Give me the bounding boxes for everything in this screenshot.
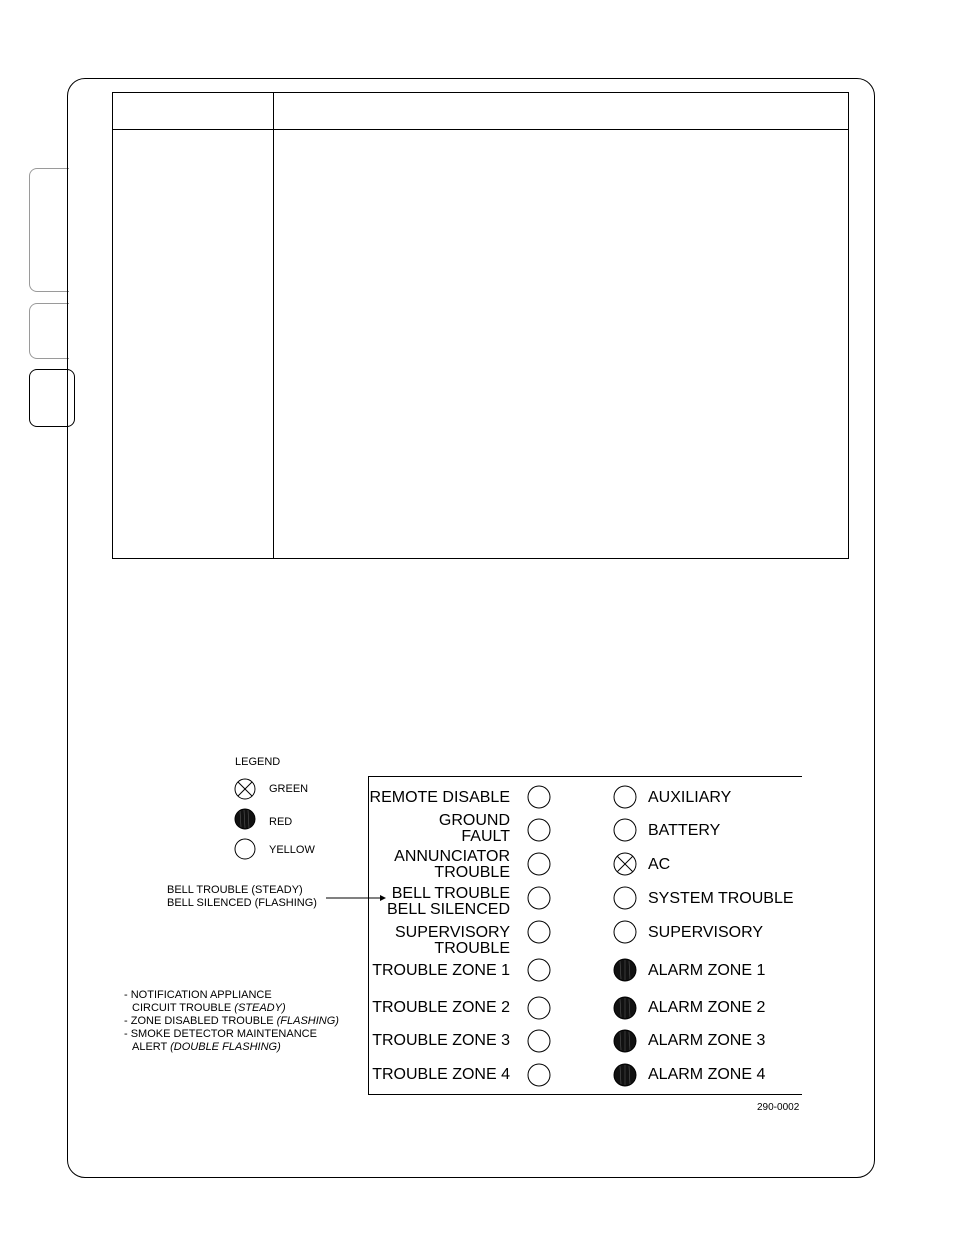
label-trouble-zone-3: TROUBLE ZONE 3	[372, 1032, 510, 1049]
legend-label-green: GREEN	[269, 783, 309, 795]
led-auxiliary	[613, 785, 637, 809]
label-alarm-zone-2: ALARM ZONE 2	[648, 999, 766, 1016]
table-column-divider	[273, 93, 274, 558]
zone-notes	[124, 989, 339, 1054]
bell-callout-line1: BELL TROUBLE (STEADY)	[167, 884, 303, 896]
led-trouble-zone-2	[527, 996, 551, 1020]
led-bell-trouble	[527, 886, 551, 910]
label-annunciator-trouble: ANNUNCIATOR TROUBLE	[394, 848, 510, 881]
led-annunciator-trouble	[527, 852, 551, 876]
led-supervisory-trouble	[527, 920, 551, 944]
led-ground-fault	[527, 818, 551, 842]
page-tab-2[interactable]	[29, 303, 69, 359]
label-battery: BATTERY	[648, 822, 721, 839]
led-remote-disable	[527, 785, 551, 809]
figure-id: 290-0002	[757, 1102, 800, 1113]
label-remote-disable: REMOTE DISABLE	[369, 789, 510, 806]
bell-callout-line2: BELL SILENCED (FLASHING)	[167, 897, 317, 909]
label-alarm-zone-4: ALARM ZONE 4	[648, 1066, 766, 1083]
label-bell-trouble: BELL TROUBLE BELL SILENCED	[386, 885, 510, 918]
led-trouble-zone-4	[527, 1063, 551, 1087]
led-trouble-zone-3	[527, 1029, 551, 1053]
led-alarm-zone-1	[613, 958, 637, 982]
info-table	[112, 92, 849, 559]
led-alarm-zone-3	[613, 1029, 637, 1053]
table-header-divider	[113, 129, 848, 130]
note-line: ALERT (DOUBLE FLASHING)	[132, 1041, 281, 1053]
label-ac: AC	[648, 856, 671, 873]
led-alarm-zone-2	[613, 996, 637, 1020]
legend-label-red: RED	[269, 816, 293, 828]
label-trouble-zone-1: TROUBLE ZONE 1	[372, 962, 510, 979]
label-auxiliary: AUXILIARY	[648, 789, 732, 806]
green-crossed-circle-icon	[234, 778, 256, 800]
note-line: - NOTIFICATION APPLIANCE	[124, 989, 272, 1001]
note-line: CIRCUIT TROUBLE (STEADY)	[132, 1002, 286, 1014]
led-supervisory	[613, 920, 637, 944]
legend-label-yellow: YELLOW	[269, 844, 315, 856]
led-trouble-zone-1	[527, 958, 551, 982]
led-ac	[613, 852, 637, 876]
label-trouble-zone-2: TROUBLE ZONE 2	[372, 999, 510, 1016]
label-supervisory-trouble: SUPERVISORY TROUBLE	[394, 924, 510, 957]
led-battery	[613, 818, 637, 842]
led-system-trouble	[613, 886, 637, 910]
page-tab-1[interactable]	[29, 168, 69, 292]
note-line: - SMOKE DETECTOR MAINTENANCE	[124, 1028, 317, 1040]
legend-title: LEGEND	[235, 756, 281, 768]
yellow-open-circle-icon	[234, 838, 256, 860]
label-ground-fault: GROUND FAULT	[438, 812, 510, 845]
red-filled-circle-icon	[234, 808, 256, 830]
label-supervisory: SUPERVISORY	[648, 924, 764, 941]
label-trouble-zone-4: TROUBLE ZONE 4	[372, 1066, 510, 1083]
annunciator-panel	[368, 776, 802, 1095]
label-system-trouble: SYSTEM TROUBLE	[648, 890, 794, 907]
label-alarm-zone-3: ALARM ZONE 3	[648, 1032, 766, 1049]
label-alarm-zone-1: ALARM ZONE 1	[648, 962, 766, 979]
led-alarm-zone-4	[613, 1063, 637, 1087]
note-line: - ZONE DISABLED TROUBLE (FLASHING)	[124, 1015, 339, 1027]
